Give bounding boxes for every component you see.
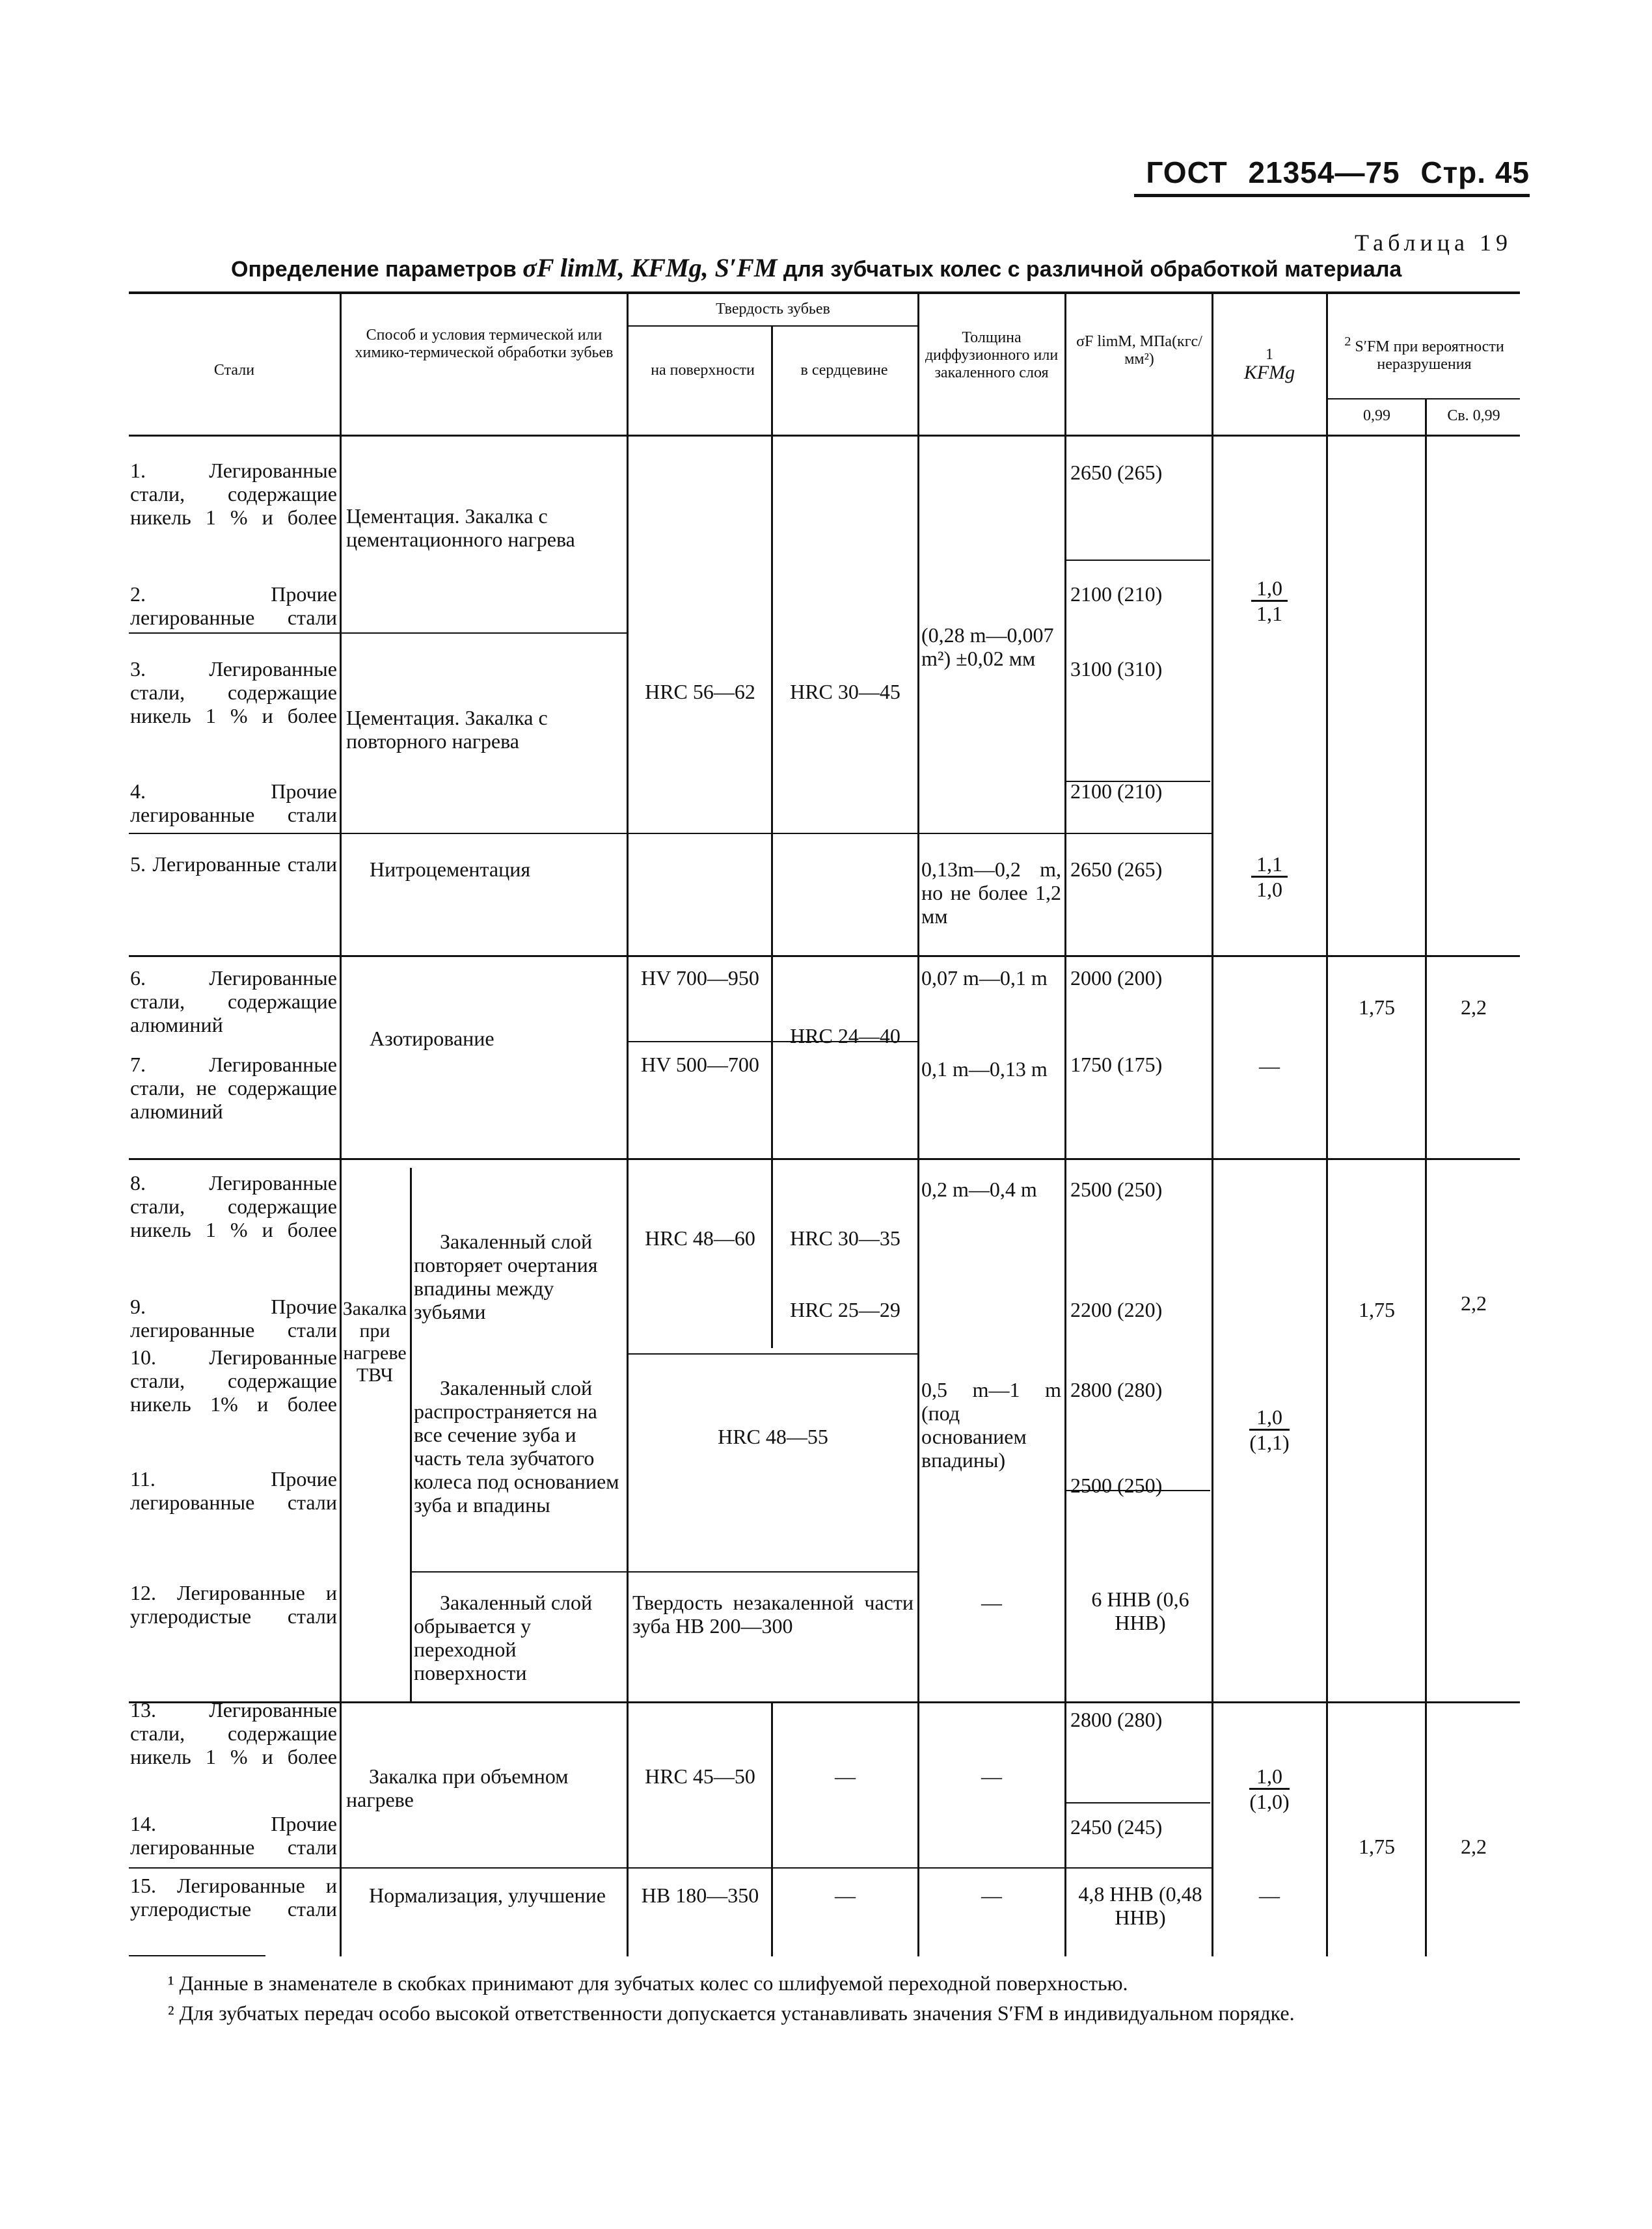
column-thickness: Толщина диффузионного или закаленного слоя (925, 329, 1059, 381)
sigma-row-10: 2800 (280) (1070, 1378, 1163, 1401)
surface-hrc-48-60: HRC 48—60 (645, 1226, 755, 1250)
kfmg-note-mark: 1 (1266, 346, 1273, 363)
sfm-label: S′FM при вероятности неразрушения (1355, 338, 1504, 373)
column-hardness: Твердость зубьев (716, 301, 830, 317)
core-hrc-30-35: HRC 30—35 (790, 1226, 900, 1250)
steel-row-4: 4. Прочие легированные стали (130, 779, 337, 826)
method-cementation-2: Цементация. Закалка с повторного нагрева (346, 706, 548, 753)
steel-row-6: 6. Легированные стали, содержащие алюминий (130, 966, 337, 1036)
steel-row-10: 10. Легированные стали, содержащие никель 1% и более (130, 1345, 337, 1416)
thickness-hf-b: 0,5 m—1 m (под основанием впадины) (921, 1378, 1061, 1472)
core-hrc-24-40: HRC 24—40 (790, 1024, 900, 1047)
steel-row-2: 2. Прочие легированные стали (130, 582, 337, 629)
footnote-1: ¹ Данные в знаменателе в скобках принимают для зубчатых колес со шлифуемой переходной поверхностью. (168, 1971, 1128, 1995)
sfm-note-mark: 2 (1344, 334, 1351, 349)
sigma-row-6: 2000 (200) (1070, 966, 1163, 990)
sigma-row-5: 2650 (265) (1070, 858, 1163, 881)
kfmg-fraction-4 (1214, 1764, 1325, 1813)
column-p099: 0,99 (1363, 407, 1390, 424)
surface-hrc-56-62: HRC 56—62 (645, 680, 755, 703)
steel-row-8: 8. Легированные стали, содержащие никель 1 % и более (130, 1171, 337, 1241)
kfmg-den-3: (1,1) (1249, 1431, 1290, 1454)
sigma-row-1: 2650 (265) (1070, 461, 1163, 484)
steel-row-15: 15. Легированные и углеродистые стали (130, 1874, 337, 1921)
steel-row-1: 1. Легированные стали, содержащие никель 1 % и более (130, 459, 337, 529)
footnote-2: ² Для зубчатых передач особо высокой ответственности допускается устанавливать значения S′FM в индивидуальном порядке. (168, 2001, 1295, 2025)
method-nitrocementation: Нитроцементация (370, 858, 531, 881)
sigma-row-3: 3100 (310) (1070, 657, 1163, 681)
method-hf-b: Закаленный слой распространяется на все сечение зуба и часть тела зубчатого колеса под основанием зуба и впадины (414, 1376, 619, 1517)
column-pover: Св. 0,99 (1447, 407, 1500, 424)
table-title (231, 252, 1401, 283)
page-header (1134, 155, 1530, 197)
core-hrc-25-29: HRC 25—29 (790, 1298, 900, 1321)
sigma-row-14: 2450 (245) (1070, 1815, 1163, 1839)
core-hrc-30-45: HRC 30—45 (790, 680, 900, 703)
kfmg-num-2: 1,1 (1251, 852, 1288, 878)
steel-row-13: 13. Легированные стали, содержащие никель 1 % и более (130, 1698, 337, 1768)
sfm-099-group-2: 1,75 (1359, 1298, 1395, 1321)
column-sigma: σF limM, МПа(кгс/мм²) (1076, 333, 1202, 368)
sfm-099-group-1: 1,75 (1359, 995, 1395, 1019)
sfm-over-group-2: 2,2 (1461, 1291, 1487, 1315)
sigma-row-8: 2500 (250) (1070, 1178, 1163, 1201)
kfmg-den-2: 1,0 (1256, 878, 1282, 901)
kfmg-fraction-1 (1214, 576, 1325, 625)
method-cementation-1: Цементация. Закалка с цементационного нагрева (346, 504, 575, 551)
column-kfmg (1214, 346, 1325, 383)
thickness-dash-13: — (981, 1764, 1002, 1788)
sigma-row-13: 2800 (280) (1070, 1708, 1163, 1731)
standard-label: ГОСТ (1146, 155, 1228, 189)
thickness-nitriding-al: 0,07 m—0,1 m (921, 966, 1048, 990)
kfmg-num-3: 1,0 (1249, 1405, 1289, 1431)
column-steel: Стали (213, 362, 255, 379)
surface-hrc-45-50: HRC 45—50 (645, 1764, 755, 1788)
standard-number: 21354—75 (1248, 155, 1400, 189)
table-label: Таблица 19 (1355, 230, 1512, 256)
page-number: Стр. 45 (1420, 155, 1530, 189)
steel-row-5: 5. Легированные стали (130, 852, 337, 876)
kfmg-num-4: 1,0 (1249, 1764, 1289, 1790)
kfmg-fraction-3 (1214, 1405, 1325, 1454)
surface-hb-180-350: HB 180—350 (641, 1884, 759, 1907)
surface-hv-700-950: HV 700—950 (641, 966, 759, 990)
column-sfm (1329, 333, 1520, 373)
column-method: Способ и условия термической или химико-термической обработки зубьев (355, 327, 614, 361)
thickness-dash-15: — (981, 1884, 1002, 1907)
column-surface: на поверхности (651, 362, 755, 379)
method-hf-c: Закаленный слой обрывается у переходной поверхности (414, 1591, 593, 1684)
steel-row-7: 7. Легированные стали, не содержащие алюминий (130, 1053, 337, 1123)
method-nitriding: Азотирование (370, 1027, 494, 1050)
kfmg-label: KFMg (1243, 362, 1295, 383)
sigma-row-11: 2500 (250) (1070, 1474, 1163, 1497)
column-core: в сердцевине (800, 362, 888, 379)
thickness-nitriding: 0,1 m—0,13 m (921, 1057, 1048, 1081)
kfmg-dash-15: — (1259, 1884, 1280, 1907)
kfmg-num-1: 1,0 (1251, 576, 1288, 602)
method-volume: Закалка при объемном нагреве (346, 1764, 569, 1811)
method-hf-hardening: Закалка при нагреве ТВЧ (342, 1298, 407, 1386)
title-suffix: для зубчатых колес с различной обработкой материала (783, 257, 1402, 282)
title-prefix: Определение параметров (231, 257, 517, 282)
hardness-unhardened: Твердость незакаленной части зуба HB 200—300 (632, 1591, 914, 1638)
hardness-hrc-48-55: HRC 48—55 (718, 1425, 828, 1448)
thickness-cementation: (0,28 m—0,007 m²) ±0,02 мм (921, 623, 1054, 670)
kfmg-fraction-2 (1214, 852, 1325, 901)
thickness-nitrocementation: 0,13m—0,2 m, но не более 1,2 мм (921, 858, 1061, 928)
thickness-hf-a: 0,2 m—0,4 m (921, 1178, 1037, 1201)
sigma-row-12: 6 HНВ (0,6 HНВ) (1091, 1587, 1189, 1634)
kfmg-den-1: 1,1 (1256, 602, 1282, 625)
kfmg-dash-7: — (1259, 1054, 1280, 1077)
method-hf-a: Закаленный слой повторяет очертания впадины между зубьями (414, 1230, 598, 1323)
sigma-row-7: 1750 (175) (1070, 1053, 1163, 1076)
sfm-over-group-3: 2,2 (1461, 1835, 1487, 1858)
core-dash-13: — (835, 1764, 856, 1788)
steel-row-12: 12. Легированные и углеродистые стали (130, 1581, 337, 1628)
surface-hv-500-700: HV 500—700 (641, 1053, 759, 1076)
kfmg-den-4: (1,0) (1249, 1790, 1290, 1813)
thickness-dash-12: — (981, 1591, 1002, 1614)
sigma-row-9: 2200 (220) (1070, 1298, 1163, 1321)
title-params: σF limM, KFMg, S′FM (522, 253, 778, 282)
sigma-row-2: 2100 (210) (1070, 582, 1163, 606)
steel-row-11: 11. Прочие легированные стали (130, 1467, 337, 1514)
sigma-row-15: 4,8 HНВ (0,48 HНВ) (1078, 1882, 1202, 1929)
core-dash-15: — (835, 1884, 856, 1907)
steel-row-9: 9. Прочие легированные стали (130, 1295, 337, 1342)
sigma-row-4: 2100 (210) (1070, 779, 1163, 803)
steel-row-3: 3. Легированные стали, содержащие никель 1 % и более (130, 657, 337, 727)
footnotes (122, 1968, 1531, 2028)
sfm-099-group-3: 1,75 (1359, 1835, 1395, 1858)
sfm-over-group-1: 2,2 (1461, 995, 1487, 1019)
steel-row-14: 14. Прочие легированные стали (130, 1812, 337, 1859)
method-normalization: Нормализация, улучшение (369, 1884, 606, 1907)
